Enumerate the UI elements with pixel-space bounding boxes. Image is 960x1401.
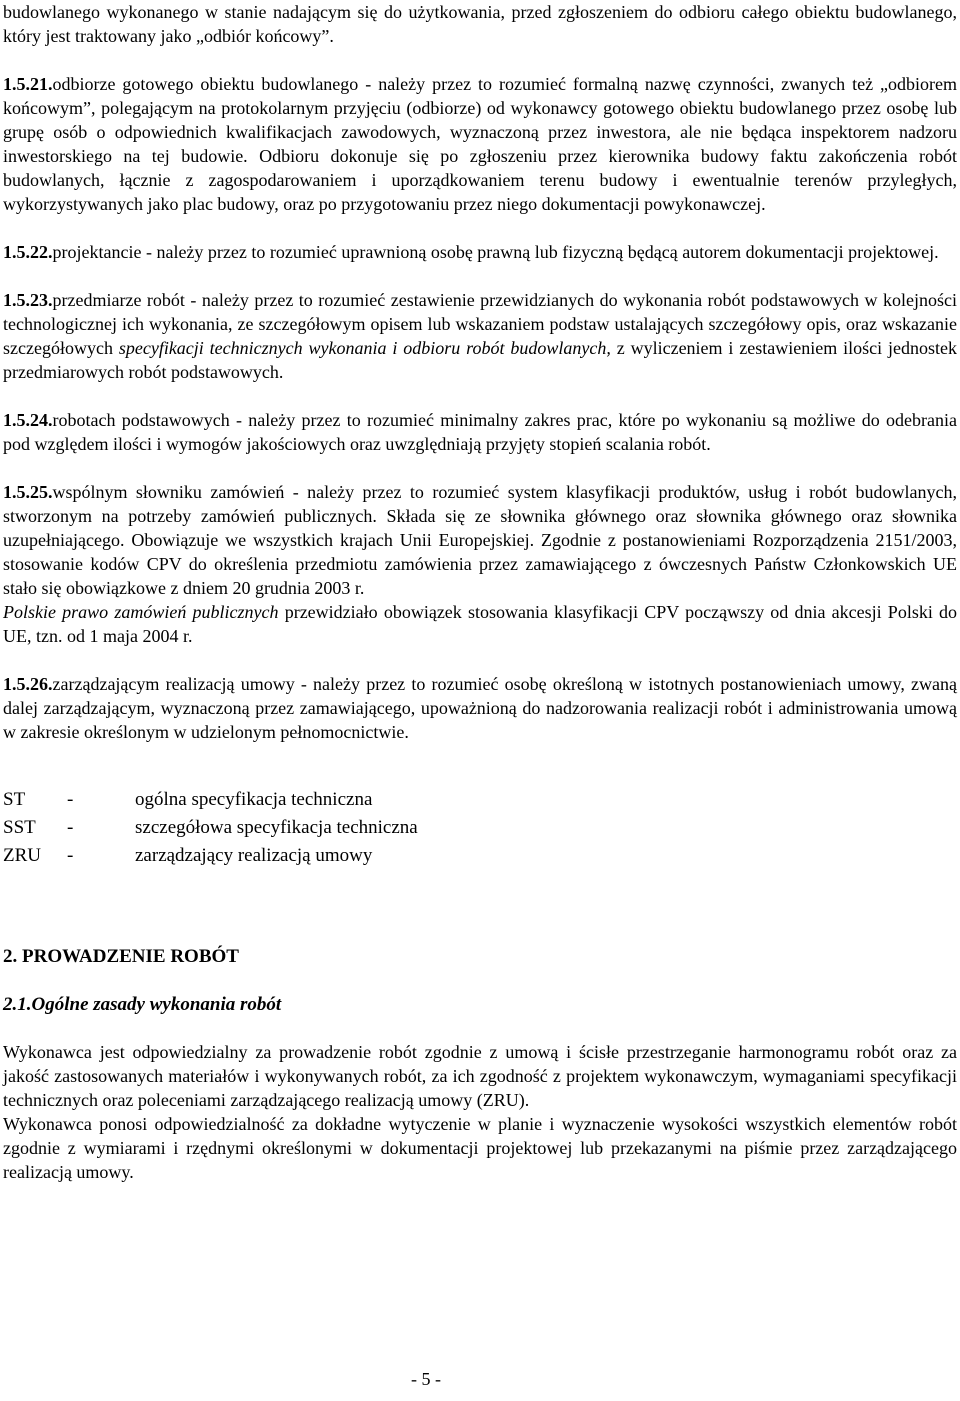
definition-1-5-24 [3, 408, 957, 456]
abbreviation-meaning: zarządzający realizacją umowy [135, 845, 373, 866]
page-number: - 5 - [411, 1369, 441, 1389]
definition-text-continued: przewidziało obowiązek stosowania klasyfikacji CPV począwszy od dnia akcesji Polski do UE, tzn. od 1 maja 2004 r. [3, 602, 958, 646]
definition-number: 1.5.25. [3, 482, 53, 502]
abbreviation-meaning: szczegółowa specyfikacja techniczna [135, 817, 418, 838]
definition-1-5-26 [3, 672, 957, 744]
definition-text: zarządzającym realizacją umowy - należy przez to rozumieć osobę określoną w istotnych postanowieniach umowy, zwaną dalej zarządzającym, wyznaczoną przez zamawiającego, upoważnioną do nadzorowania realizacji robót i administrowania umową w zakresie określonym w udzielonym pełnomocnictwie. [3, 674, 957, 742]
definition-number: 1.5.22. [3, 242, 53, 262]
definition-text: robotach podstawowych - należy przez to rozumieć minimalny zakres prac, które po wykonaniu są możliwe do odebrania pod względem ilości i wymogów jakościowych oraz uwzględniają przyjęty stopień scalania robót. [3, 410, 957, 454]
abbreviations-table [3, 786, 418, 870]
abbreviation-dash: - [67, 789, 74, 810]
definition-text: przedmiarze robót - należy przez to rozumieć zestawienie przewidzianych do wykonania robót podstawowych w kolejności technologicznej ich wykonania, ze szczegółowym opisem lub wskazaniem podstaw ustalających szczegółowy opis, oraz wskazanie szczegółowych [3, 290, 957, 358]
definition-1-5-25 [3, 480, 957, 600]
definition-1-5-25-continued [3, 600, 957, 648]
definition-text-end: z wyliczeniem i zestawieniem ilości jednostek przedmiarowych robót podstawowych. [3, 338, 958, 382]
section-paragraph: Wykonawca ponosi odpowiedzialność za dokładne wytyczenie w planie i wyznaczenie wysokości wszystkich elementów robót zgodnie z wymiarami i rzędnymi określonymi w dokumentacji projektowej lub przekazanymi na piśmie przez zarządzającego realizacją umowy. [3, 1114, 957, 1182]
definition-text-italic: specyfikacji technicznych wykonania i odbioru robót budowlanych, [118, 338, 611, 358]
section-heading: 2. PROWADZENIE ROBÓT [3, 946, 239, 967]
definition-1-5-23 [3, 288, 957, 384]
abbreviation-row [3, 786, 418, 814]
definition-text: odbiorze gotowego obiektu budowlanego - należy przez to rozumieć formalną nazwę czynności, zwanych też „odbiorem końcowym”, polegającym na protokolarnym przyjęciu (odbiorze) od wykonawcy gotowego obiektu budowlanego przez osobę lub grupę osób o odpowiednich kwalifikacjach zawodowych, wyznaczoną przez inwestora, ale nie będąca inspektorem nadzoru inwestorskiego na tej budowie. Odbioru dokonuje się po zgłoszeniu przez kierownika budowy faktu zakończenia robót budowlanych, łącznie z zagospodarowaniem i uporządkowaniem terenu budowy i ewentualnie terenów przyległych, wykorzystywanych jako plac budowy, oraz po przygotowaniu przez niego dokumentacji powykonawczej. [3, 74, 957, 214]
definition-text: projektancie - należy przez to rozumieć uprawnioną osobę prawną lub fizyczną będącą autorem dokumentacji projektowej. [52, 242, 939, 262]
definition-number: 1.5.21. [3, 74, 53, 94]
abbreviation-code: ST [3, 789, 26, 810]
definition-number: 1.5.26. [3, 674, 53, 694]
abbreviation-dash: - [67, 817, 74, 838]
document-page [3, 0, 957, 1184]
abbreviation-meaning: ogólna specyfikacja techniczna [135, 789, 373, 810]
abbreviation-code: SST [3, 817, 36, 838]
definition-number: 1.5.23. [3, 290, 53, 310]
intro-paragraph: budowlanego wykonanego w stanie nadającym się do użytkowania, przed zgłoszeniem do odbioru całego obiektu budowlanego, który jest traktowany jako „odbiór końcowy”. [3, 2, 957, 46]
section-paragraph: Wykonawca jest odpowiedzialny za prowadzenie robót zgodnie z umową i ścisłe przestrzeganie harmonogramu robót oraz za jakość zastosowanych materiałów i wykonywanych robót, za ich zgodność z projektem wykonawczym, wymaganiami specyfikacji technicznych oraz poleceniami zarządzającego realizacją umowy (ZRU). [3, 1042, 957, 1110]
law-title-italic: Polskie prawo zamówień publicznych [3, 602, 279, 622]
abbreviation-dash: - [67, 845, 74, 866]
definition-1-5-22 [3, 240, 957, 264]
abbreviation-code: ZRU [3, 845, 41, 866]
section-subheading: 2.1.Ogólne zasady wykonania robót [3, 994, 282, 1015]
definition-text: wspólnym słowniku zamówień - należy przez to rozumieć system klasyfikacji produktów, usług i robót budowlanych, stworzonym na potrzeby zamówień publicznych. Składa się ze słownika głównego oraz słownika głównego oraz słownika uzupełniającego. Obowiązuje we wszystkich krajach Unii Europejskiej. Zgodnie z postanowieniami Rozporządzenia 2151/2003, stosowanie kodów CPV do określenia przedmiotu zamówienia przez zamawiającego z ówczesnych Państw Członkowskich UE stało się obowiązkowe z dniem 20 grudnia 2003 r. [3, 482, 957, 598]
abbreviation-row [3, 814, 418, 842]
definition-1-5-21 [3, 72, 957, 216]
definition-number: 1.5.24. [3, 410, 53, 430]
abbreviation-row [3, 842, 418, 870]
